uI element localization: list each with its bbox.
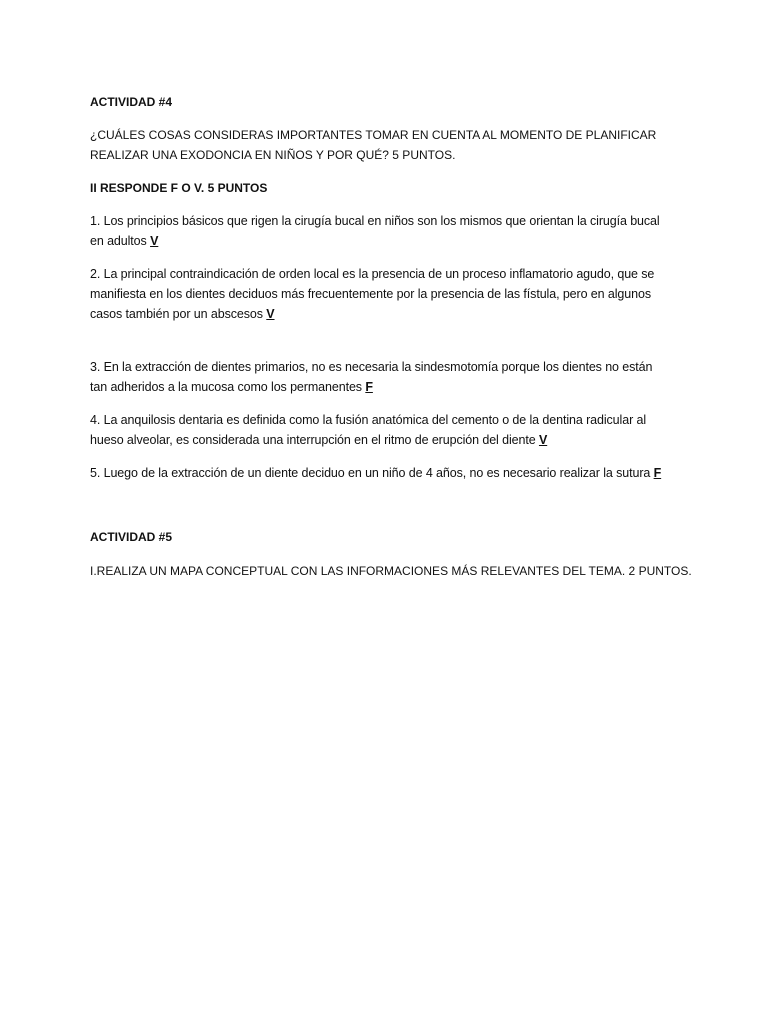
activity-5-heading: ACTIVIDAD #5 — [90, 530, 173, 544]
item-2-answer: V — [266, 307, 275, 321]
activity-4-question-line-2: REALIZAR UNA EXODONCIA EN NIÑOS Y POR QUÉ? 5 PUNTOS. — [90, 148, 456, 162]
item-1-line-1: 1. Los principios básicos que rigen la cirugía bucal en niños son los mismos que orientan la cirugía bucal — [90, 214, 660, 228]
item-4-answer: V — [538, 433, 548, 447]
item-1-line-2 — [90, 231, 158, 251]
activity-5-instruction: I.REALIZA UN MAPA CONCEPTUAL CON LAS INFORMACIONES MÁS RELEVANTES DEL TEMA. 2 PUNTOS. — [90, 564, 692, 578]
section-ii-heading: II RESPONDE F O V. 5 PUNTOS — [90, 181, 268, 195]
item-1-text: en adultos — [90, 234, 151, 248]
activity-4-question-line-1: ¿CUÁLES COSAS CONSIDERAS IMPORTANTES TOMAR EN CUENTA AL MOMENTO DE PLANIFICAR — [90, 128, 657, 142]
item-2-line-1: 2. La principal contraindicación de orden local es la presencia de un proceso inflamatorio agudo, que se — [90, 267, 655, 281]
item-3-answer: F — [365, 380, 373, 394]
activity-4-heading: ACTIVIDAD #4 — [90, 95, 173, 109]
item-4-line-2 — [90, 430, 547, 450]
item-2-line-2: manifiesta en los dientes deciduos más frecuentemente por la presencia de las fístula, pero en algunos — [90, 287, 651, 301]
item-5-text: 5. Luego de la extracción de un diente deciduo en un niño de 4 años, no es necesario realizar la sutura — [90, 466, 654, 480]
item-5-answer: F — [653, 466, 662, 480]
item-4-line-1: 4. La anquilosis dentaria es definida como la fusión anatómica del cemento o de la dentina radicular al — [90, 413, 647, 427]
item-2-text: casos también por un abscesos — [90, 307, 267, 321]
item-3-line-2 — [90, 377, 373, 397]
item-4-text: hueso alveolar, es considerada una interrupción en el ritmo de erupción del diente — [90, 433, 539, 447]
item-3-text: tan adheridos a la mucosa como los permanentes — [90, 380, 366, 394]
item-1-answer: V — [150, 234, 159, 248]
item-5-line-1 — [90, 463, 661, 483]
item-3-line-1: 3. En la extracción de dientes primarios, no es necesaria la sindesmotomía porque los dientes no están — [90, 360, 653, 374]
item-2-line-3 — [90, 304, 275, 324]
